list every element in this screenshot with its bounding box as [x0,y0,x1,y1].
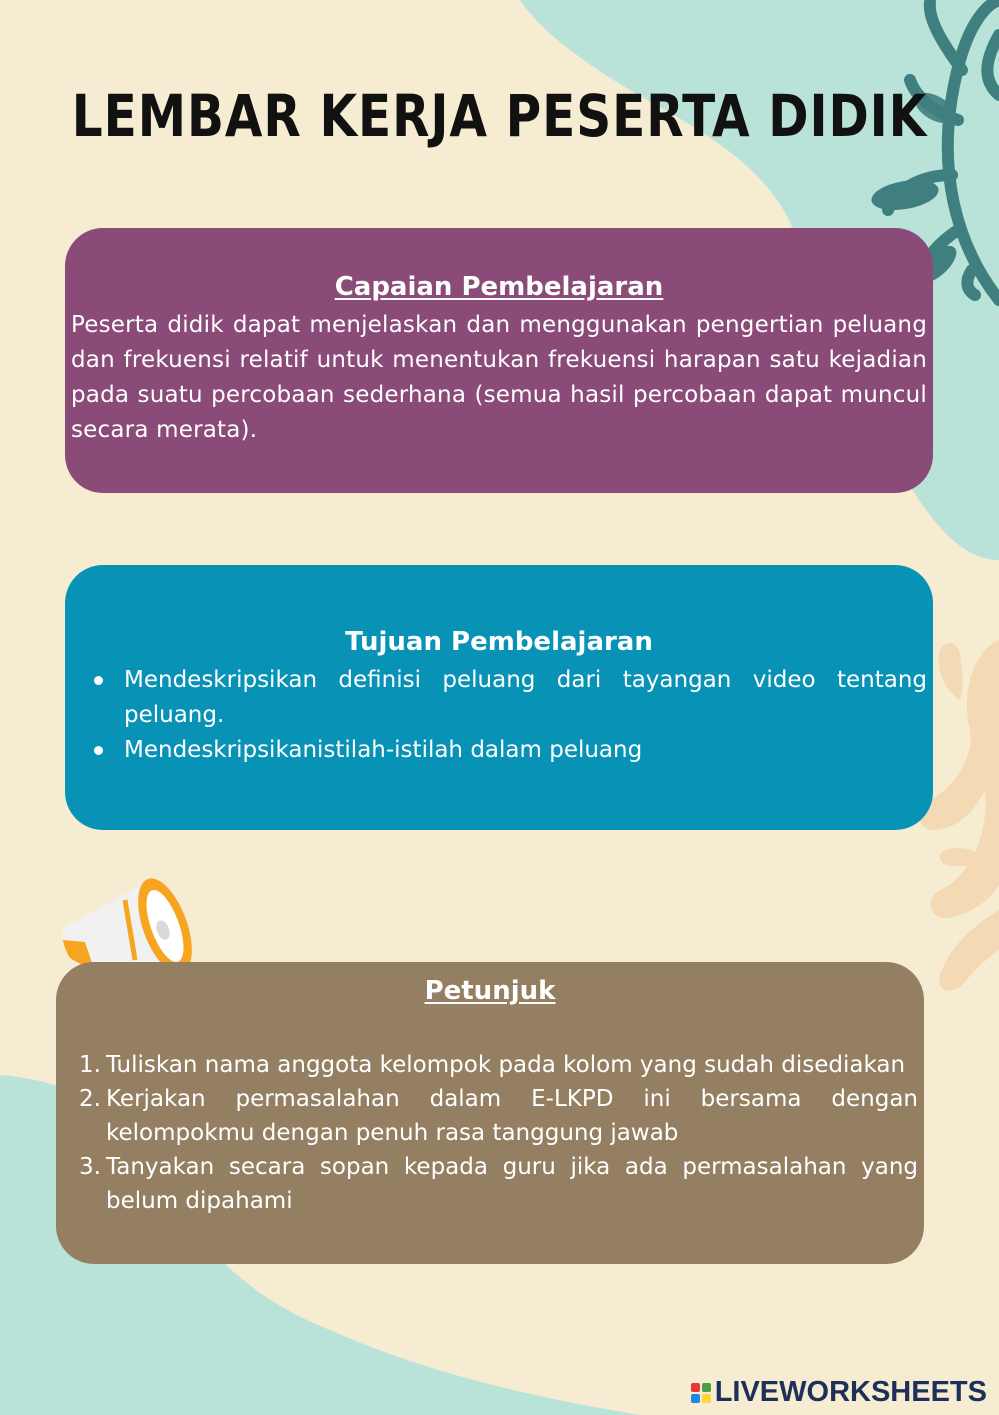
brand-name: LIVEWORKSHEETS [714,1376,987,1408]
page-title: LEMBAR KERJA PESERTA DIDIK [71,82,928,150]
list-item: Mendeskripsikanistilah-istilah dalam peluang [124,733,927,768]
list-item: 2. Kerjakan permasalahan dalam E-LKPD ini bersama dengan kelompokmu dengan penuh rasa tanggung jawab [79,1086,918,1146]
petunjuk-list [62,1048,918,1218]
liveworksheets-brand [691,1376,987,1409]
tujuan-list [71,663,927,768]
list-item: Mendeskripsikan definisi peluang dari tayangan video tentang peluang. [124,663,927,733]
list-item: 3. Tanyakan secara sopan kepada guru jika ada permasalahan yang belum dipahami [79,1154,918,1214]
capaian-pembelajaran-card [65,228,933,493]
capaian-body: Peserta didik dapat menjelaskan dan menggunakan pengertian peluang dan frekuensi relatif untuk menentukan frekuensi harapan satu kejadian pada suatu percobaan sederhana (semua hasil percobaan dapat muncul secara merata). [71,312,927,443]
tujuan-heading: Tujuan Pembelajaran [345,627,653,657]
petunjuk-heading: Petunjuk [424,976,556,1006]
capaian-heading: Capaian Pembelajaran [334,272,664,302]
petunjuk-card [56,962,924,1264]
list-item: 1. Tuliskan nama anggota kelompok pada kolom yang sudah disediakan [79,1052,906,1078]
liveworksheets-logo-icon [691,1383,711,1403]
tujuan-pembelajaran-card [65,565,933,830]
